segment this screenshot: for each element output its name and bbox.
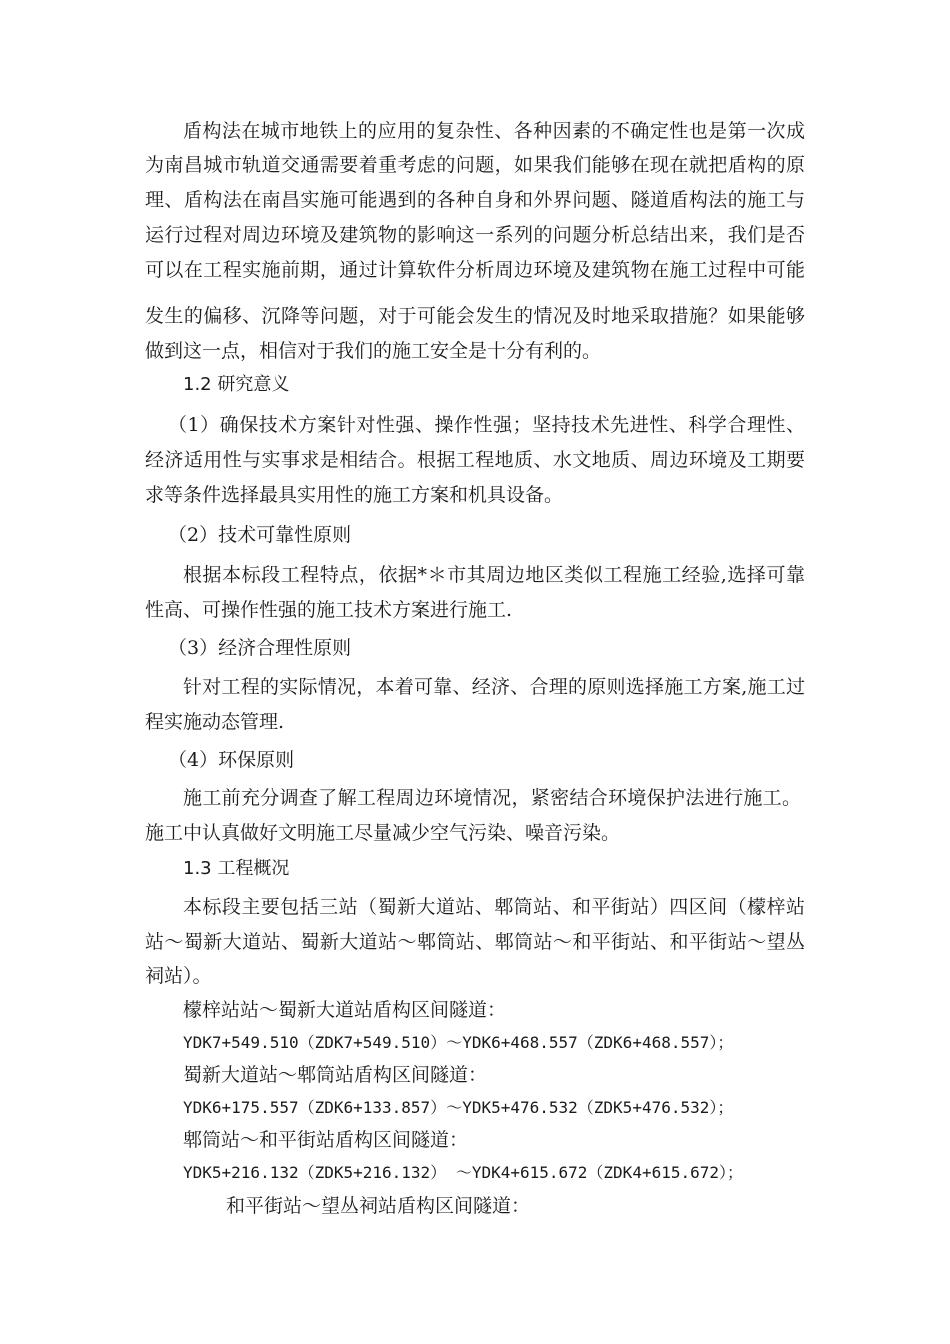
tunnel-name: 郫筒站～和平街站盾构区间隧道： [183,1129,469,1151]
tunnel-name: 檬梓站站～蜀新大道站盾构区间隧道： [183,999,507,1021]
paragraph-line: 理、盾构法在南昌实施可能遇到的各种自身和外界问题、隧道盾构法的施工与 [145,189,805,211]
paragraph-line: 针对工程的实际情况，本着可靠、经济、合理的原则选择施工方案,施工过 [183,676,805,698]
paragraph-line: 运行过程对周边环境及建筑物的影响这一系列的问题分析总结出来，我们是否 [145,224,805,246]
paragraph-line: 求等条件选择最具实用性的施工方案和机具设备。 [145,484,564,506]
paragraph-line: 祠站）。 [145,965,212,987]
tunnel-range: YDK6+175.557（ZDK6+133.857）～YDK5+476.532（ZDK5+476.532）； [183,1098,734,1117]
tunnel-range: YDK7+549.510（ZDK7+549.510）～YDK6+468.557（ZDK6+468.557）； [183,1033,734,1052]
paragraph-line: 可以在工程实施前期，通过计算软件分析周边环境及建筑物在施工过程中可能 [145,259,805,281]
paragraph-line: 程实施动态管理. [145,711,285,733]
section-heading: 1.2 研究意义 [183,374,290,395]
paragraph-line: 本标段主要包括三站（蜀新大道站、郫筒站、和平街站）四区间（檬梓站 [183,896,805,918]
paragraph-line: 根据本标段工程特点，依据*＊市其周边地区类似工程施工经验,选择可靠 [183,564,805,586]
tunnel-range: YDK5+216.132（ZDK5+216.132） ～YDK4+615.672（ZDK4+615.672）； [183,1163,744,1182]
tunnel-name: 蜀新大道站～郫筒站盾构区间隧道： [183,1064,488,1086]
paragraph-line: 施工中认真做好文明施工尽量减少空气污染、噪音污染。 [145,822,621,844]
paragraph-line: 盾构法在城市地铁上的应用的复杂性、各种因素的不确定性也是第一次成 [183,120,805,142]
paragraph-line: 经济适用性与实事求是相结合。根据工程地质、水文地质、周边环境及工期要 [145,449,805,471]
item-title: （2）技术可靠性原则 [168,524,352,546]
item-title: （4）环保原则 [168,749,295,771]
section-heading: 1.3 工程概况 [183,858,290,879]
paragraph-line: 做到这一点，相信对于我们的施工安全是十分有利的。 [145,340,602,362]
item-title: （3）经济合理性原则 [168,637,352,659]
paragraph-line: 施工前充分调查了解工程周边环境情况，紧密结合环境保护法进行施工。 [183,787,801,809]
paragraph-line: 站～蜀新大道站、蜀新大道站～郫筒站、郫筒站～和平街站、和平街站～望丛 [145,931,805,953]
paragraph-line: 性高、可操作性强的施工技术方案进行施工. [145,599,513,621]
paragraph-line: 发生的偏移、沉降等问题，对于可能会发生的情况及时地采取措施？如果能够 [145,305,805,327]
paragraph-line: 为南昌城市轨道交通需要着重考虑的问题，如果我们能够在现在就把盾构的原 [145,154,805,176]
paragraph-line: （1）确保技术方案针对性强、操作性强；坚持技术先进性、科学合理性、 [168,414,805,436]
tunnel-name: 和平街站～望丛祠站盾构区间隧道： [226,1195,531,1217]
